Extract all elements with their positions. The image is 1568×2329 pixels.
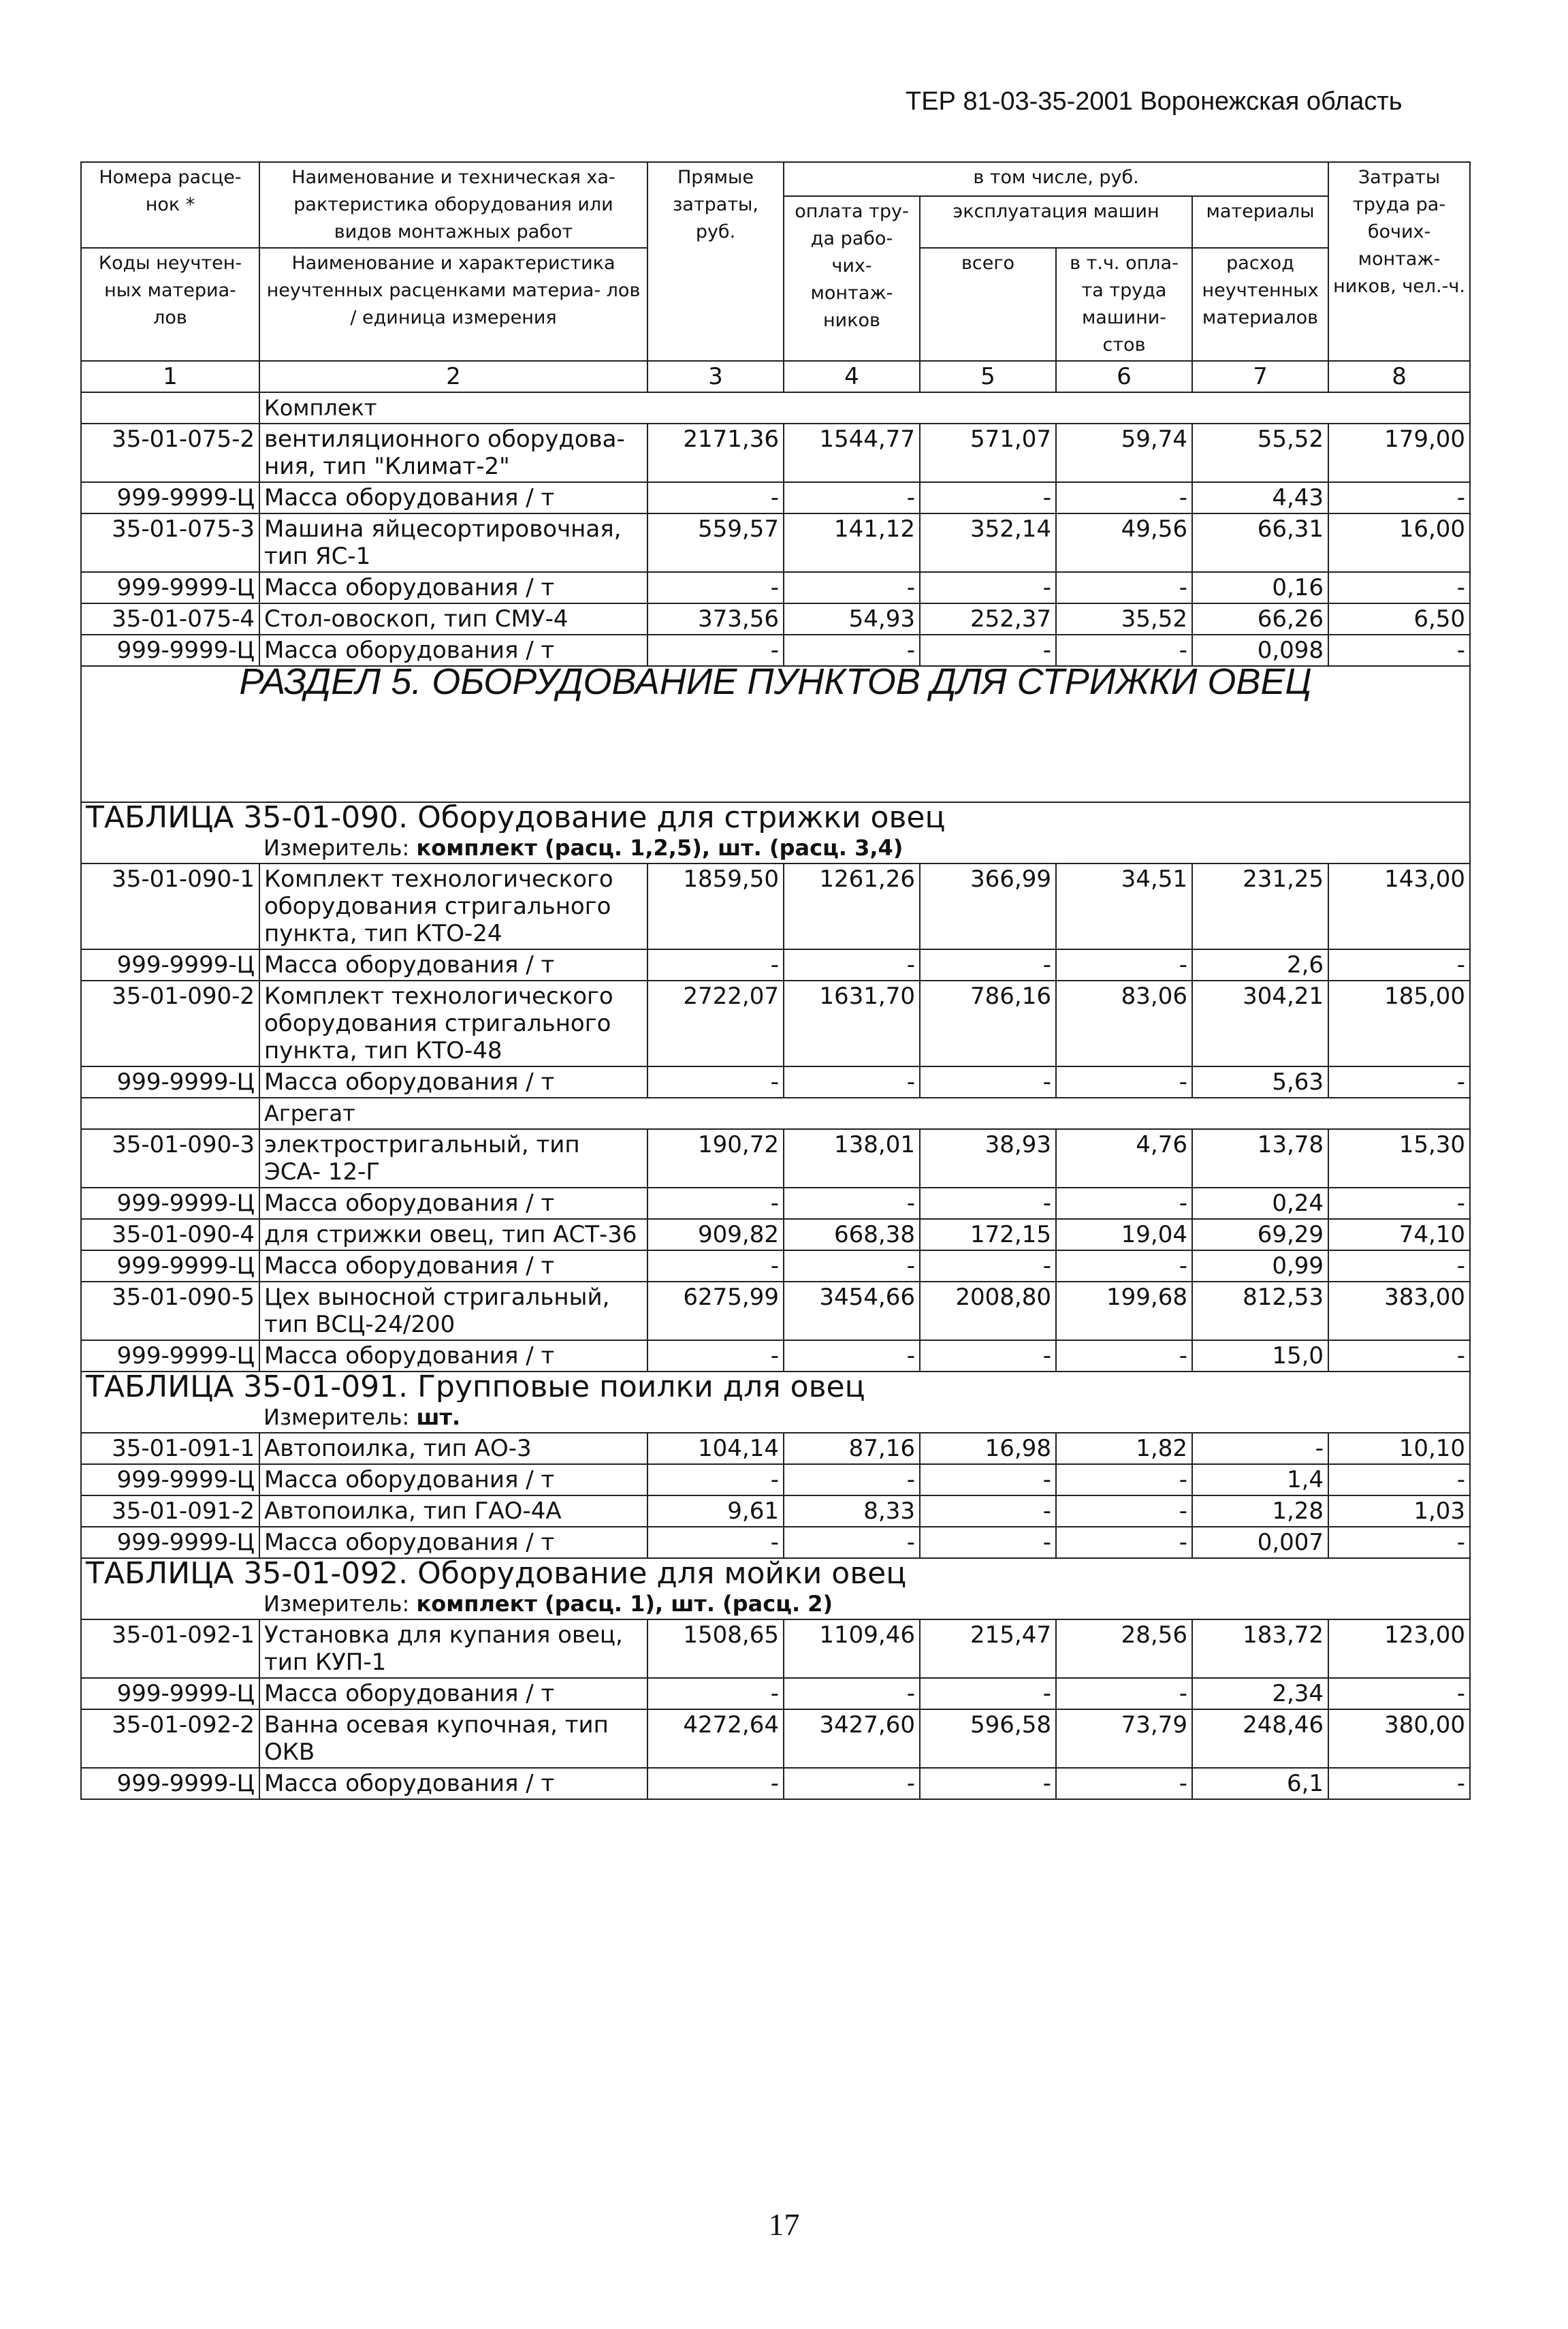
table-row xyxy=(81,1340,1470,1372)
machine-total-cell: - xyxy=(920,1066,1056,1098)
machine-total-cell: 786,16 xyxy=(920,981,1056,1066)
table-091 xyxy=(81,1372,1470,1433)
table-090-unit-row xyxy=(81,833,1470,864)
table-row xyxy=(81,1219,1470,1250)
group-row xyxy=(81,392,1470,424)
table-092 xyxy=(81,1558,1470,1619)
materials-cell: 66,31 xyxy=(1192,513,1328,572)
unit-value: комплект (расц. 1,2,5), шт. (расц. 3,4) xyxy=(416,835,903,861)
labor-hours-cell: 123,00 xyxy=(1328,1619,1470,1678)
labor-pay-cell: - xyxy=(784,1768,920,1799)
column-index: 3 xyxy=(647,361,784,392)
labor-hours-cell: 185,00 xyxy=(1328,981,1470,1066)
item-name-cell: Масса оборудования / т xyxy=(259,482,647,513)
unit-value: комплект (расц. 1), шт. (расц. 2) xyxy=(416,1591,833,1617)
materials-cell: 2,34 xyxy=(1192,1678,1328,1709)
direct-cost-cell: 909,82 xyxy=(647,1219,784,1250)
rate-code-cell: 999-9999-Ц xyxy=(81,1188,259,1219)
table-row xyxy=(81,1768,1470,1799)
machine-labor-cell: 1,82 xyxy=(1056,1433,1192,1464)
machine-labor-cell: - xyxy=(1056,1527,1192,1558)
machine-total-cell: 16,98 xyxy=(920,1433,1056,1464)
materials-cell: 1,28 xyxy=(1192,1495,1328,1527)
document-header: ТЕР 81-03-35-2001 Воронежская область xyxy=(906,87,1403,116)
machine-total-cell: 38,93 xyxy=(920,1129,1056,1188)
table-row xyxy=(81,513,1470,572)
header-machine-total: всего xyxy=(920,248,1056,361)
labor-pay-cell: - xyxy=(784,1066,920,1098)
header-including: в том числе, руб. xyxy=(784,162,1328,196)
machine-labor-cell: 35,52 xyxy=(1056,603,1192,635)
rows-top xyxy=(81,424,1470,666)
direct-cost-cell: - xyxy=(647,1188,784,1219)
table-row xyxy=(81,949,1470,981)
header-labor-pay: оплата тру- да рабо- чих- монтаж- ников xyxy=(784,196,920,361)
table-row xyxy=(81,1188,1470,1219)
rate-code-cell: 999-9999-Ц xyxy=(81,1768,259,1799)
item-name-cell: Автопоилка, тип АО-3 xyxy=(259,1433,647,1464)
machine-total-cell: - xyxy=(920,949,1056,981)
item-name-cell: Масса оборудования / т xyxy=(259,1188,647,1219)
materials-cell: 15,0 xyxy=(1192,1340,1328,1372)
group-row xyxy=(81,1098,1470,1129)
labor-pay-cell: 138,01 xyxy=(784,1129,920,1188)
table-row xyxy=(81,635,1470,666)
rate-code-cell: 35-01-090-3 xyxy=(81,1129,259,1188)
item-name-cell: Масса оборудования / т xyxy=(259,949,647,981)
table-row xyxy=(81,1619,1470,1678)
labor-hours-cell: - xyxy=(1328,572,1470,603)
table-row xyxy=(81,1129,1470,1188)
machine-total-cell: 215,47 xyxy=(920,1619,1056,1678)
machine-labor-cell: - xyxy=(1056,1768,1192,1799)
labor-pay-cell: - xyxy=(784,572,920,603)
materials-cell: 248,46 xyxy=(1192,1709,1328,1768)
unit-label: Измеритель: xyxy=(263,1591,410,1617)
page-number: 17 xyxy=(768,2207,800,2242)
rate-code-cell: 999-9999-Ц xyxy=(81,1340,259,1372)
materials-cell: 55,52 xyxy=(1192,424,1328,482)
materials-cell: 812,53 xyxy=(1192,1282,1328,1340)
item-name-cell: Стол-овоскоп, тип СМУ-4 xyxy=(259,603,647,635)
rate-code-cell: 35-01-092-2 xyxy=(81,1709,259,1768)
materials-cell: 66,26 xyxy=(1192,603,1328,635)
machine-labor-cell: - xyxy=(1056,1495,1192,1527)
table-row xyxy=(81,864,1470,949)
machine-labor-cell: - xyxy=(1056,1188,1192,1219)
rate-code-cell: 35-01-075-4 xyxy=(81,603,259,635)
machine-labor-cell: 83,06 xyxy=(1056,981,1192,1066)
item-name-cell: для стрижки овец, тип АСТ-36 xyxy=(259,1219,647,1250)
item-name-cell: Масса оборудования / т xyxy=(259,1678,647,1709)
materials-cell: 1,4 xyxy=(1192,1464,1328,1495)
direct-cost-cell: 2171,36 xyxy=(647,424,784,482)
column-index: 4 xyxy=(784,361,920,392)
rates-table xyxy=(80,161,1471,1800)
machine-labor-cell: 34,51 xyxy=(1056,864,1192,949)
labor-hours-cell: - xyxy=(1328,949,1470,981)
materials-cell: 0,24 xyxy=(1192,1188,1328,1219)
labor-hours-cell: 380,00 xyxy=(1328,1709,1470,1768)
column-index: 6 xyxy=(1056,361,1192,392)
machine-labor-cell: - xyxy=(1056,1250,1192,1282)
direct-cost-cell: 559,57 xyxy=(647,513,784,572)
labor-hours-cell: - xyxy=(1328,1527,1470,1558)
labor-hours-cell: - xyxy=(1328,1188,1470,1219)
labor-hours-cell: 6,50 xyxy=(1328,603,1470,635)
table-090-title: ТАБЛИЦА 35-01-090. Оборудование для стрижки овец xyxy=(81,802,1470,833)
item-name-cell: Масса оборудования / т xyxy=(259,572,647,603)
labor-hours-cell: 10,10 xyxy=(1328,1433,1470,1464)
direct-cost-cell: - xyxy=(647,572,784,603)
materials-cell: 13,78 xyxy=(1192,1129,1328,1188)
item-name-cell: Машина яйцесортировочная, тип ЯС-1 xyxy=(259,513,647,572)
header-materials-unaccounted: расход неучтенных материалов xyxy=(1192,248,1328,361)
materials-cell: 183,72 xyxy=(1192,1619,1328,1678)
table-row xyxy=(81,1495,1470,1527)
labor-hours-cell: - xyxy=(1328,1768,1470,1799)
machine-total-cell: 366,99 xyxy=(920,864,1056,949)
unit-value: шт. xyxy=(416,1404,461,1430)
item-name-cell: Установка для купания овец, тип КУП-1 xyxy=(259,1619,647,1678)
rows-091 xyxy=(81,1433,1470,1558)
materials-cell: - xyxy=(1192,1433,1328,1464)
labor-hours-cell: 15,30 xyxy=(1328,1129,1470,1188)
table-row xyxy=(81,603,1470,635)
rate-code-cell: 35-01-090-1 xyxy=(81,864,259,949)
labor-hours-cell: - xyxy=(1328,1464,1470,1495)
machine-labor-cell: - xyxy=(1056,635,1192,666)
labor-hours-cell: - xyxy=(1328,635,1470,666)
labor-hours-cell: 1,03 xyxy=(1328,1495,1470,1527)
item-name-cell: Ванна осевая купочная, тип ОКВ xyxy=(259,1709,647,1768)
header-rate-number: Номера расце- нок * xyxy=(81,162,259,248)
machine-labor-cell: 19,04 xyxy=(1056,1219,1192,1250)
rate-code-cell: 999-9999-Ц xyxy=(81,949,259,981)
column-index: 1 xyxy=(81,361,259,392)
machine-total-cell: - xyxy=(920,1340,1056,1372)
item-name-cell: Масса оборудования / т xyxy=(259,635,647,666)
rate-code-cell: 35-01-090-2 xyxy=(81,981,259,1066)
group-label: Комплект xyxy=(259,392,1470,424)
item-name-cell: вентиляционного оборудова- ния, тип "Климат-2" xyxy=(259,424,647,482)
labor-pay-cell: - xyxy=(784,1340,920,1372)
labor-pay-cell: - xyxy=(784,482,920,513)
materials-cell: 2,6 xyxy=(1192,949,1328,981)
direct-cost-cell: - xyxy=(647,949,784,981)
direct-cost-cell: - xyxy=(647,635,784,666)
table-row xyxy=(81,572,1470,603)
machine-total-cell: - xyxy=(920,1495,1056,1527)
materials-cell: 0,007 xyxy=(1192,1527,1328,1558)
header-direct-costs: Прямые затраты, руб. xyxy=(647,162,784,361)
rate-code-cell: 999-9999-Ц xyxy=(81,1464,259,1495)
labor-pay-cell: 1544,77 xyxy=(784,424,920,482)
materials-cell: 0,16 xyxy=(1192,572,1328,603)
direct-cost-cell: - xyxy=(647,482,784,513)
unit-label: Измеритель: xyxy=(263,835,410,861)
table-090 xyxy=(81,802,1470,864)
materials-cell: 6,1 xyxy=(1192,1768,1328,1799)
rate-code-cell: 35-01-090-5 xyxy=(81,1282,259,1340)
direct-cost-cell: - xyxy=(647,1464,784,1495)
direct-cost-cell: - xyxy=(647,1678,784,1709)
machine-labor-cell: - xyxy=(1056,1340,1192,1372)
rate-code-cell: 999-9999-Ц xyxy=(81,1678,259,1709)
header-labor-hours: Затраты труда ра- бочих- монтаж- ников, чел.-ч. xyxy=(1328,162,1470,361)
labor-pay-cell: 3454,66 xyxy=(784,1282,920,1340)
machine-total-cell: - xyxy=(920,1678,1056,1709)
table-092-title: ТАБЛИЦА 35-01-092. Оборудование для мойки овец xyxy=(81,1558,1470,1589)
labor-pay-cell: - xyxy=(784,1527,920,1558)
column-index: 2 xyxy=(259,361,647,392)
labor-hours-cell: - xyxy=(1328,1250,1470,1282)
labor-pay-cell: 1631,70 xyxy=(784,981,920,1066)
direct-cost-cell: - xyxy=(647,1527,784,1558)
labor-pay-cell: - xyxy=(784,1250,920,1282)
item-name-cell: электростригальный, тип ЭСА- 12-Г xyxy=(259,1129,647,1188)
rate-code-cell: 999-9999-Ц xyxy=(81,572,259,603)
rate-code-cell: 35-01-075-2 xyxy=(81,424,259,482)
machine-labor-cell: 73,79 xyxy=(1056,1709,1192,1768)
table-row xyxy=(81,424,1470,482)
labor-pay-cell: 1109,46 xyxy=(784,1619,920,1678)
direct-cost-cell: 2722,07 xyxy=(647,981,784,1066)
rate-code-cell: 999-9999-Ц xyxy=(81,1527,259,1558)
direct-cost-cell: 104,14 xyxy=(647,1433,784,1464)
table-092-unit-row xyxy=(81,1589,1470,1619)
machine-total-cell: 571,07 xyxy=(920,424,1056,482)
machine-labor-cell: 199,68 xyxy=(1056,1282,1192,1340)
rate-code-cell: 35-01-090-4 xyxy=(81,1219,259,1250)
table-row xyxy=(81,1678,1470,1709)
direct-cost-cell: 1508,65 xyxy=(647,1619,784,1678)
machine-total-cell: 172,15 xyxy=(920,1219,1056,1250)
direct-cost-cell: - xyxy=(647,1250,784,1282)
table-row xyxy=(81,1282,1470,1340)
group-code-cell xyxy=(81,392,259,424)
materials-cell: 304,21 xyxy=(1192,981,1328,1066)
machine-labor-cell: - xyxy=(1056,482,1192,513)
rate-code-cell: 999-9999-Ц xyxy=(81,635,259,666)
rate-code-cell: 35-01-091-2 xyxy=(81,1495,259,1527)
item-name-cell: Комплект технологического оборудования стригального пункта, тип КТО-24 xyxy=(259,864,647,949)
column-index: 7 xyxy=(1192,361,1328,392)
labor-pay-cell: 87,16 xyxy=(784,1433,920,1464)
table-row xyxy=(81,1433,1470,1464)
labor-pay-cell: - xyxy=(784,1464,920,1495)
table-row xyxy=(81,1066,1470,1098)
item-name-cell: Масса оборудования / т xyxy=(259,1768,647,1799)
direct-cost-cell: 9,61 xyxy=(647,1495,784,1527)
header-machine-labor: в т.ч. опла- та труда машини- стов xyxy=(1056,248,1192,361)
item-name-cell: Масса оборудования / т xyxy=(259,1527,647,1558)
machine-total-cell: - xyxy=(920,1768,1056,1799)
machine-labor-cell: - xyxy=(1056,572,1192,603)
materials-cell: 0,99 xyxy=(1192,1250,1328,1282)
table-row xyxy=(81,981,1470,1066)
labor-hours-cell: 74,10 xyxy=(1328,1219,1470,1250)
machine-total-cell: - xyxy=(920,1250,1056,1282)
direct-cost-cell: - xyxy=(647,1066,784,1098)
labor-pay-cell: 1261,26 xyxy=(784,864,920,949)
column-index: 5 xyxy=(920,361,1056,392)
materials-cell: 4,43 xyxy=(1192,482,1328,513)
machine-total-cell: - xyxy=(920,1188,1056,1219)
table-091-unit-row xyxy=(81,1402,1470,1433)
rows-090a xyxy=(81,864,1470,1098)
group-label: Агрегат xyxy=(259,1098,1470,1129)
labor-hours-cell: - xyxy=(1328,1066,1470,1098)
labor-hours-cell: - xyxy=(1328,1678,1470,1709)
rate-code-cell: 35-01-091-1 xyxy=(81,1433,259,1464)
machine-total-cell: - xyxy=(920,572,1056,603)
machine-labor-cell: - xyxy=(1056,1066,1192,1098)
item-name-cell: Цех выносной стригальный, тип ВСЦ-24/200 xyxy=(259,1282,647,1340)
materials-cell: 5,63 xyxy=(1192,1066,1328,1098)
direct-cost-cell: 190,72 xyxy=(647,1129,784,1188)
machine-total-cell: 596,58 xyxy=(920,1709,1056,1768)
materials-cell: 0,098 xyxy=(1192,635,1328,666)
direct-cost-cell: 4272,64 xyxy=(647,1709,784,1768)
item-name-cell: Масса оборудования / т xyxy=(259,1464,647,1495)
rate-code-cell: 999-9999-Ц xyxy=(81,482,259,513)
column-index-row xyxy=(81,361,1470,392)
item-name-cell: Автопоилка, тип ГАО-4А xyxy=(259,1495,647,1527)
section-title: РАЗДЕЛ 5. ОБОРУДОВАНИЕ ПУНКТОВ ДЛЯ СТРИЖКИ ОВЕЦ xyxy=(81,666,1470,802)
header-machine-ops: эксплуатация машин xyxy=(920,196,1192,248)
unit-label: Измеритель: xyxy=(263,1404,410,1430)
machine-total-cell: 2008,80 xyxy=(920,1282,1056,1340)
machine-total-cell: 352,14 xyxy=(920,513,1056,572)
item-name-cell: Масса оборудования / т xyxy=(259,1250,647,1282)
item-name-cell: Масса оборудования / т xyxy=(259,1340,647,1372)
machine-total-cell: - xyxy=(920,482,1056,513)
table-091-title: ТАБЛИЦА 35-01-091. Групповые поилки для овец xyxy=(81,1372,1470,1402)
column-index: 8 xyxy=(1328,361,1470,392)
direct-cost-cell: 1859,50 xyxy=(647,864,784,949)
header-material-codes: Коды неучтен- ных материа- лов xyxy=(81,248,259,361)
labor-hours-cell: - xyxy=(1328,482,1470,513)
labor-pay-cell: - xyxy=(784,949,920,981)
materials-cell: 69,29 xyxy=(1192,1219,1328,1250)
labor-pay-cell: 141,12 xyxy=(784,513,920,572)
table-row xyxy=(81,482,1470,513)
direct-cost-cell: - xyxy=(647,1340,784,1372)
machine-labor-cell: 49,56 xyxy=(1056,513,1192,572)
machine-labor-cell: - xyxy=(1056,1678,1192,1709)
table-row xyxy=(81,1464,1470,1495)
labor-pay-cell: 668,38 xyxy=(784,1219,920,1250)
rows-090b xyxy=(81,1129,1470,1372)
labor-hours-cell: 143,00 xyxy=(1328,864,1470,949)
rate-code-cell: 999-9999-Ц xyxy=(81,1250,259,1282)
rate-code-cell: 35-01-092-1 xyxy=(81,1619,259,1678)
labor-hours-cell: 179,00 xyxy=(1328,424,1470,482)
machine-total-cell: - xyxy=(920,1527,1056,1558)
labor-pay-cell: - xyxy=(784,1678,920,1709)
section-row xyxy=(81,666,1470,802)
header-materials: материалы xyxy=(1192,196,1328,248)
machine-total-cell: 252,37 xyxy=(920,603,1056,635)
machine-labor-cell: - xyxy=(1056,1464,1192,1495)
rate-code-cell: 35-01-075-3 xyxy=(81,513,259,572)
machine-labor-cell: 59,74 xyxy=(1056,424,1192,482)
machine-labor-cell: 4,76 xyxy=(1056,1129,1192,1188)
item-name-cell: Масса оборудования / т xyxy=(259,1066,647,1098)
header-material-name: Наименование и характеристика неучтенных расценками материа- лов / единица измерения xyxy=(259,248,647,361)
labor-pay-cell: - xyxy=(784,635,920,666)
direct-cost-cell: - xyxy=(647,1768,784,1799)
labor-pay-cell: 3427,60 xyxy=(784,1709,920,1768)
rate-code-cell: 999-9999-Ц xyxy=(81,1066,259,1098)
machine-labor-cell: - xyxy=(1056,949,1192,981)
header-item-name: Наименование и техническая ха- рактеристика оборудования или видов монтажных работ xyxy=(259,162,647,248)
table-row xyxy=(81,1709,1470,1768)
machine-total-cell: - xyxy=(920,1464,1056,1495)
table-row xyxy=(81,1527,1470,1558)
labor-hours-cell: 383,00 xyxy=(1328,1282,1470,1340)
labor-pay-cell: 54,93 xyxy=(784,603,920,635)
machine-total-cell: - xyxy=(920,635,1056,666)
labor-hours-cell: - xyxy=(1328,1340,1470,1372)
machine-labor-cell: 28,56 xyxy=(1056,1619,1192,1678)
labor-hours-cell: 16,00 xyxy=(1328,513,1470,572)
direct-cost-cell: 6275,99 xyxy=(647,1282,784,1340)
direct-cost-cell: 373,56 xyxy=(647,603,784,635)
labor-pay-cell: - xyxy=(784,1188,920,1219)
table-row xyxy=(81,1250,1470,1282)
rows-092 xyxy=(81,1619,1470,1799)
labor-pay-cell: 8,33 xyxy=(784,1495,920,1527)
materials-cell: 231,25 xyxy=(1192,864,1328,949)
item-name-cell: Комплект технологического оборудования стригального пункта, тип КТО-48 xyxy=(259,981,647,1066)
group-code-cell xyxy=(81,1098,259,1129)
